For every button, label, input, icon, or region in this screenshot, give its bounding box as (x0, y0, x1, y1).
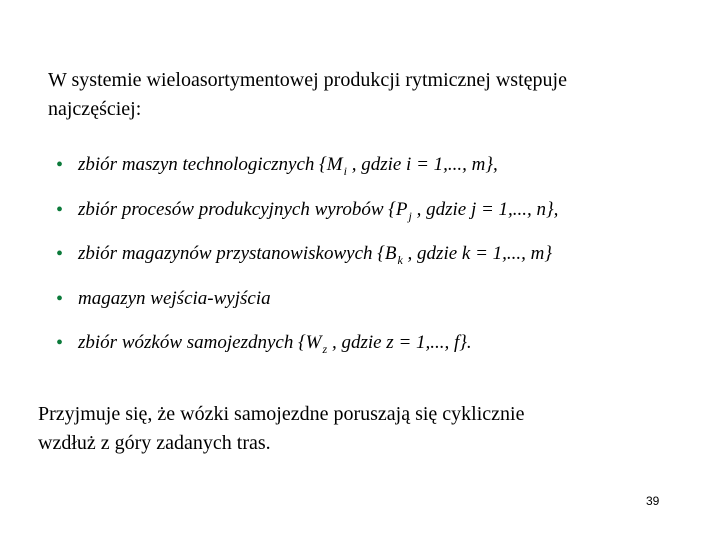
bullet-text-post: , gdzie j = 1,..., n}, (411, 198, 559, 220)
intro-line-2: najczęściej: (48, 98, 142, 120)
bullet-text-post: , gdzie z = 1,..., f}. (327, 332, 472, 353)
outro-line-1: Przyjmuje się, że wózki samojezdne poruszają się cyklicznie (38, 403, 525, 425)
bullet-subscript: i (343, 164, 347, 178)
bullet-text-pre: magazyn wejścia-wyjścia (78, 287, 271, 309)
bullet-subscript: j (408, 208, 412, 223)
bullet-item-processes (56, 197, 558, 242)
bullet-text-post: , gdzie k = 1,..., m} (402, 243, 552, 264)
bullet-item-io-storage (56, 286, 558, 331)
intro-line-1: W systemie wieloasortymentowej produkcji rytmicznej wstępuje (48, 69, 567, 91)
bullet-text-post: , gdzie i = 1,..., m}, (346, 154, 498, 175)
bullet-text-pre: zbiór magazynów przystanowiskowych {B (78, 243, 397, 264)
intro-paragraph (48, 66, 698, 124)
bullet-subscript: z (322, 342, 328, 356)
outro-paragraph (38, 400, 698, 458)
bullet-item-machines (56, 152, 558, 197)
bullet-icon: • (56, 243, 64, 265)
bullet-subscript: k (397, 253, 403, 267)
bullet-list (56, 152, 558, 375)
bullet-text-pre: zbiór wózków samojezdnych {W (78, 332, 322, 353)
bullet-icon: • (56, 198, 64, 221)
page-number: 39 (646, 494, 660, 508)
bullet-item-buffers (56, 241, 558, 286)
outro-line-2: wzdłuż z góry zadanych tras. (38, 432, 271, 454)
bullet-icon: • (56, 332, 64, 354)
bullet-text-pre: zbiór procesów produkcyjnych wyrobów {P (78, 198, 408, 220)
bullet-icon: • (56, 154, 64, 176)
bullet-text-pre: zbiór maszyn technologicznych {M (78, 154, 343, 175)
bullet-item-vehicles (56, 330, 558, 375)
bullet-icon: • (56, 287, 64, 310)
